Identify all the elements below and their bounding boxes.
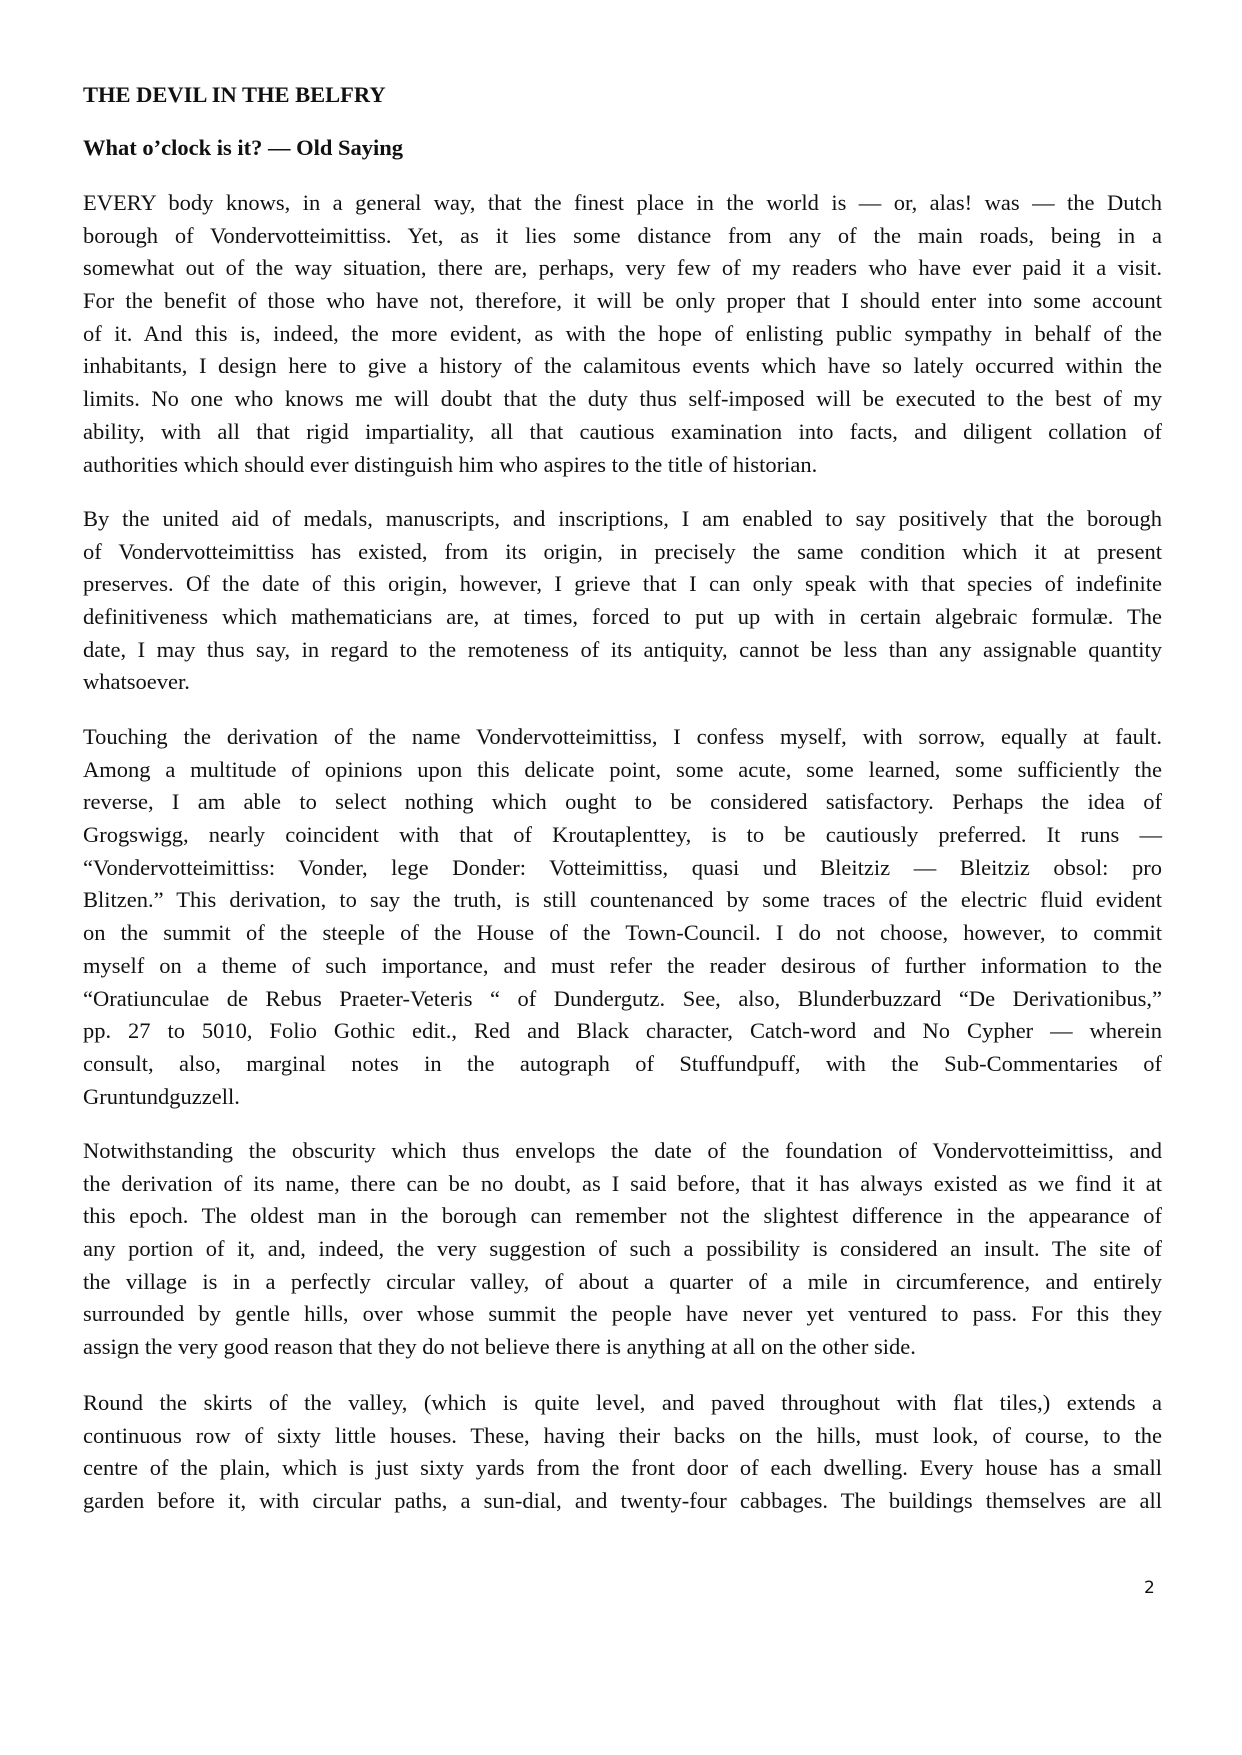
text-line: Touching the derivation of the name Vondervotteimittiss, I confess myself, with sorrow, equally at fault.	[83, 724, 1162, 749]
text-line: borough of Vondervotteimittiss. Yet, as it lies some distance from any of the main roads, being in a	[83, 222, 1162, 248]
paragraph-2	[83, 503, 1162, 699]
text-line: the village is in a perfectly circular valley, of about a quarter of a mile in circumference, and entirely	[83, 1268, 1162, 1294]
text-line: centre of the plain, which is just sixty yards from the front door of each dwelling. Every house has a small	[83, 1455, 1162, 1481]
paragraph-1	[83, 187, 1162, 481]
text-line: myself on a theme of such importance, and must refer the reader desirous of further information to the	[83, 952, 1162, 978]
text-line: pp. 27 to 5010, Folio Gothic edit., Red and Black character, Catch-word and No Cypher — wherein	[83, 1018, 1162, 1044]
text-line: definitiveness which mathematicians are, at times, forced to put up with in certain algebraic formulæ. The	[83, 604, 1162, 630]
text-line: somewhat out of the way situation, there are, perhaps, very few of my readers who have ever paid it a visit.	[83, 255, 1162, 281]
text-line: “Oratiunculae de Rebus Praeter-Veteris “ of Dundergutz. See, also, Blunderbuzzard “De Derivationibus,”	[83, 985, 1162, 1011]
text-line: EVERY body knows, in a general way, that the finest place in the world is — or, alas! was — the Dutch	[83, 190, 1162, 215]
text-line: inhabitants, I design here to give a history of the calamitous events which have so lately occurred within the	[83, 353, 1162, 379]
text-line: continuous row of sixty little houses. These, having their backs on the hills, must look, of course, to the	[83, 1422, 1162, 1448]
document-title: THE DEVIL IN THE BELFRY	[83, 82, 386, 107]
text-line: garden before it, with circular paths, a sun-dial, and twenty-four cabbages. The buildings themselves are all	[83, 1488, 1162, 1514]
paragraph-5	[83, 1387, 1162, 1518]
text-line: of it. And this is, indeed, the more evident, as with the hope of enlisting public sympathy in behalf of the	[83, 320, 1162, 346]
text-line: Blitzen.” This derivation, to say the truth, is still countenanced by some traces of the electric fluid evident	[83, 887, 1162, 913]
text-line: consult, also, marginal notes in the autograph of Stuffundpuff, with the Sub-Commentaries of	[83, 1050, 1162, 1076]
text-line: whatsoever.	[83, 669, 190, 695]
text-line: surrounded by gentle hills, over whose summit the people have never yet ventured to pass. For this they	[83, 1301, 1162, 1327]
text-line: the derivation of its name, there can be no doubt, as I said before, that it has always existed as we find it at	[83, 1170, 1162, 1196]
text-line: Gruntundguzzell.	[83, 1083, 240, 1109]
text-line: Grogswigg, nearly coincident with that of Kroutaplenttey, is to be cautiously preferred. It runs —	[83, 822, 1162, 848]
text-line: of Vondervotteimittiss has existed, from its origin, in precisely the same condition which it at present	[83, 538, 1162, 564]
text-line: preserves. Of the date of this origin, however, I grieve that I can only speak with that species of indefinite	[83, 571, 1162, 597]
document-epigraph: What o’clock is it? — Old Saying	[83, 135, 404, 160]
text-line: limits. No one who knows me will doubt that the duty thus self-imposed will be executed to the best of my	[83, 386, 1162, 412]
text-line: For the benefit of those who have not, therefore, it will be only proper that I should enter into some account	[83, 288, 1162, 314]
text-line: authorities which should ever distinguish him who aspires to the title of historian.	[83, 451, 818, 477]
text-line: any portion of it, and, indeed, the very suggestion of such a possibility is considered an insult. The site of	[83, 1236, 1162, 1262]
text-line: Notwithstanding the obscurity which thus envelops the date of the foundation of Vondervotteimittiss, and	[83, 1138, 1162, 1163]
paragraph-4	[83, 1135, 1162, 1364]
text-line: this epoch. The oldest man in the borough can remember not the slightest difference in the appearance of	[83, 1203, 1162, 1229]
text-line: “Vondervotteimittiss: Vonder, lege Donder: Votteimittiss, quasi und Bleitziz — Bleitziz obsol: pro	[83, 854, 1162, 880]
text-line: on the summit of the steeple of the House of the Town-Council. I do not choose, however, to commit	[83, 920, 1162, 946]
text-line: assign the very good reason that they do not believe there is anything at all on the other side.	[83, 1334, 916, 1360]
text-line: Round the skirts of the valley, (which is quite level, and paved throughout with flat tiles,) extends a	[83, 1390, 1162, 1415]
text-line: ability, with all that rigid impartiality, all that cautious examination into facts, and diligent collation of	[83, 418, 1162, 444]
text-line: reverse, I am able to select nothing which ought to be considered satisfactory. Perhaps the idea of	[83, 789, 1162, 815]
text-line: By the united aid of medals, manuscripts, and inscriptions, I am enabled to say positively that the borough	[83, 506, 1162, 531]
paragraph-3	[83, 721, 1162, 1113]
text-line: Among a multitude of opinions upon this delicate point, some acute, some learned, some sufficiently the	[83, 756, 1162, 782]
text-line: date, I may thus say, in regard to the remoteness of its antiquity, cannot be less than any assignable quantity	[83, 636, 1162, 662]
page-number: 2	[1144, 1578, 1155, 1598]
